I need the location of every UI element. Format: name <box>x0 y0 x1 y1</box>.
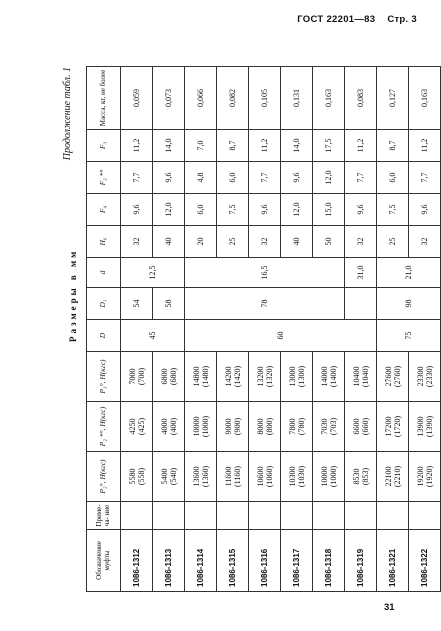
cell-note <box>409 502 441 530</box>
p3-kgf: (1420) <box>232 365 242 388</box>
p2star-kgf: (400) <box>168 417 178 436</box>
p3-value: 23300 <box>415 366 425 387</box>
cell-note <box>217 502 249 530</box>
cell-model: 1086-1318 <box>313 530 345 592</box>
page-label: Стр. 3 <box>387 14 417 25</box>
cell-f3: 11,2 <box>249 130 281 162</box>
cell-note <box>313 502 345 530</box>
p3-kgf: (1400) <box>328 365 338 388</box>
cell-model: 1086-1315 <box>217 530 249 592</box>
p3-kgf: (680) <box>168 367 178 386</box>
cell-h6: 32 <box>249 226 281 258</box>
cell-note <box>121 502 153 530</box>
cell-p3 <box>121 352 153 402</box>
cell-f4: 9,6 <box>249 194 281 226</box>
p2star-kgf: (780) <box>296 417 306 436</box>
cell-h6: 25 <box>217 226 249 258</box>
cell-p3 <box>313 352 345 402</box>
cell-f2star: 6,0 <box>377 162 409 194</box>
cell-f3: 8,7 <box>377 130 409 162</box>
table-row <box>185 67 217 592</box>
col-model: Обозначение муфты <box>87 530 121 592</box>
p2-kgf: (2210) <box>392 465 402 488</box>
p2-value: 10600 <box>255 466 265 487</box>
p2star-kgf: (800) <box>264 417 274 436</box>
cell-f4: 9,6 <box>409 194 441 226</box>
cell-p3 <box>153 352 185 402</box>
continuation-label: Продолжение табл. 1 <box>62 67 73 161</box>
page-number: 31 <box>384 602 395 613</box>
cell-p2star <box>377 402 409 452</box>
cell-p2 <box>185 452 217 502</box>
table-row <box>121 67 153 592</box>
cell-f2star: 4,8 <box>185 162 217 194</box>
p2-value: 11600 <box>223 466 233 487</box>
cell-d1: 58 <box>153 288 185 320</box>
cell-f4: 9,6 <box>345 194 377 226</box>
cell-f3: 7,0 <box>185 130 217 162</box>
cell-f4: 7,5 <box>217 194 249 226</box>
cell-f3: 11,2 <box>409 130 441 162</box>
cell-p2star <box>249 402 281 452</box>
cell-model: 1086-1322 <box>409 530 441 592</box>
cell-p2star <box>281 402 313 452</box>
cell-d1 <box>345 288 377 320</box>
p2-kgf: (1000) <box>328 465 338 488</box>
col-d: d <box>87 258 121 288</box>
cell-model: 1086-1316 <box>249 530 281 592</box>
col-D1: D₁ <box>87 288 121 320</box>
cell-mass: 0,066 <box>185 67 217 130</box>
p2-kgf: (540) <box>168 467 178 486</box>
cell-f4: 7,5 <box>377 194 409 226</box>
col-H6: H₆ <box>87 226 121 258</box>
p2star-kgf: (1000) <box>200 415 210 438</box>
cell-mass: 0,127 <box>377 67 409 130</box>
cell-model: 1086-1321 <box>377 530 409 592</box>
cell-p2 <box>281 452 313 502</box>
p3-kgf: (1300) <box>296 365 306 388</box>
cell-p3 <box>345 352 377 402</box>
p2star-value: 13900 <box>415 416 425 437</box>
cell-f3: 17,5 <box>313 130 345 162</box>
p2star-kgf: (660) <box>360 417 370 436</box>
p2-value: 10000 <box>319 466 329 487</box>
cell-note <box>153 502 185 530</box>
cell-f4: 12,0 <box>281 194 313 226</box>
cell-d: 31,0 <box>345 258 377 288</box>
p2star-kgf: (425) <box>136 417 146 436</box>
p2-value: 13600 <box>191 466 201 487</box>
cell-note <box>345 502 377 530</box>
cell-d: 45 <box>121 320 185 352</box>
cell-d: 16,5 <box>185 258 345 288</box>
p3-kgf: (2760) <box>392 365 402 388</box>
cell-p2star <box>153 402 185 452</box>
p2-value: 8530 <box>351 468 361 485</box>
p2-value: 22100 <box>383 466 393 487</box>
cell-p2 <box>249 452 281 502</box>
cell-d: 21,0 <box>377 258 441 288</box>
col-F4: F₄ <box>87 194 121 226</box>
p2star-value: 7800 <box>287 418 297 435</box>
cell-p2 <box>345 452 377 502</box>
p2-kgf: (1030) <box>296 465 306 488</box>
cell-p3 <box>249 352 281 402</box>
cell-d: 75 <box>377 320 441 352</box>
cell-d1: 54 <box>121 288 153 320</box>
cell-f2star: 6,0 <box>217 162 249 194</box>
cell-d1: 78 <box>185 288 345 320</box>
p2star-kgf: (703) <box>328 417 338 436</box>
cell-p3 <box>185 352 217 402</box>
cell-p2 <box>409 452 441 502</box>
cell-model: 1086-1319 <box>345 530 377 592</box>
cell-p2 <box>121 452 153 502</box>
p2-value: 5580 <box>127 468 137 485</box>
cell-f3: 11,2 <box>121 130 153 162</box>
page-header <box>288 14 417 25</box>
cell-f3: 11,2 <box>345 130 377 162</box>
cell-p3 <box>377 352 409 402</box>
cell-mass: 0,131 <box>281 67 313 130</box>
p3-value: 6800 <box>159 368 169 385</box>
p3-value: 10400 <box>351 366 361 387</box>
p2-kgf: (1060) <box>264 465 274 488</box>
cell-p2 <box>377 452 409 502</box>
p2star-value: 8000 <box>255 418 265 435</box>
cell-p2star <box>409 402 441 452</box>
table-title-row <box>58 67 84 592</box>
p2star-value: 10000 <box>191 416 201 437</box>
p3-value: 13000 <box>287 366 297 387</box>
p3-kgf: (1040) <box>360 365 370 388</box>
cell-p2star <box>217 402 249 452</box>
cell-model: 1086-1313 <box>153 530 185 592</box>
p3-value: 7000 <box>127 368 137 385</box>
table-header-row <box>87 67 121 592</box>
p2-value: 5400 <box>159 468 169 485</box>
cell-p2star <box>121 402 153 452</box>
col-F2star: F₂ *° <box>87 162 121 194</box>
cell-f2star: 7,7 <box>249 162 281 194</box>
col-F3: F₃ <box>87 130 121 162</box>
cell-p3 <box>281 352 313 402</box>
cell-h6: 40 <box>281 226 313 258</box>
p2-kgf: (1360) <box>200 465 210 488</box>
p2star-value: 9000 <box>223 418 233 435</box>
cell-f2star: 7,7 <box>121 162 153 194</box>
cell-p2star <box>345 402 377 452</box>
p3-kgf: (2330) <box>424 365 434 388</box>
cell-h6: 32 <box>409 226 441 258</box>
p2-value: 10300 <box>287 466 297 487</box>
cell-p2star <box>313 402 345 452</box>
cell-p2star <box>185 402 217 452</box>
cell-f3: 14,0 <box>281 130 313 162</box>
cell-f4: 6,0 <box>185 194 217 226</box>
p2-kgf: (1920) <box>424 465 434 488</box>
cell-f2star: 9,6 <box>153 162 185 194</box>
cell-f2star: 7,7 <box>345 162 377 194</box>
p3-value: 14800 <box>191 366 201 387</box>
cell-h6: 32 <box>121 226 153 258</box>
col-p2: P₂°, Н(кгс) <box>87 452 121 502</box>
p2-kgf: (558) <box>136 467 146 486</box>
p2star-value: 4000 <box>159 418 169 435</box>
cell-mass: 0,059 <box>121 67 153 130</box>
p3-value: 27600 <box>383 366 393 387</box>
cell-p2 <box>313 452 345 502</box>
cell-h6: 32 <box>345 226 377 258</box>
cell-model: 1086-1314 <box>185 530 217 592</box>
cell-h6: 40 <box>153 226 185 258</box>
col-mass: Масса, кг, не более <box>87 67 121 130</box>
p2-kgf: (1160) <box>232 465 242 488</box>
cell-d: 60 <box>185 320 377 352</box>
cell-note <box>281 502 313 530</box>
p3-value: 14000 <box>319 366 329 387</box>
p2star-kgf: (1390) <box>424 415 434 438</box>
cell-note <box>377 502 409 530</box>
standard-number: ГОСТ 22201—83 <box>297 14 376 25</box>
cell-note <box>249 502 281 530</box>
cell-h6: 20 <box>185 226 217 258</box>
p3-value: 13200 <box>255 366 265 387</box>
p2star-value: 6600 <box>351 418 361 435</box>
cell-f2star: 12,0 <box>313 162 345 194</box>
cell-p3 <box>409 352 441 402</box>
p2star-value: 4250 <box>127 418 137 435</box>
cell-d1: 98 <box>377 288 441 320</box>
p2-kgf: (853) <box>360 467 370 486</box>
cell-mass: 0,082 <box>217 67 249 130</box>
rotated-table-area <box>58 67 434 592</box>
cell-p2 <box>153 452 185 502</box>
p2star-kgf: (900) <box>232 417 242 436</box>
col-p3: P₃°, Н(кгс) <box>87 352 121 402</box>
p2star-value: 17200 <box>383 416 393 437</box>
cell-h6: 25 <box>377 226 409 258</box>
p3-kgf: (1480) <box>200 365 210 388</box>
p2star-kgf: (1720) <box>392 415 402 438</box>
p2star-value: 7030 <box>319 418 329 435</box>
cell-mass: 0,105 <box>249 67 281 130</box>
cell-mass: 0,073 <box>153 67 185 130</box>
p2-value: 19200 <box>415 466 425 487</box>
col-p2star: P₂ *°, Н(кгс) <box>87 402 121 452</box>
cell-model: 1086-1317 <box>281 530 313 592</box>
dimensions-table <box>86 66 441 592</box>
cell-f4: 9,6 <box>121 194 153 226</box>
section-title: Размеры в мм <box>68 248 78 342</box>
cell-mass: 0,083 <box>345 67 377 130</box>
cell-f3: 8,7 <box>217 130 249 162</box>
col-note: Приме- ча- ние <box>87 502 121 530</box>
cell-d: 12,5 <box>121 258 185 288</box>
cell-mass: 0,163 <box>313 67 345 130</box>
cell-mass: 0,163 <box>409 67 441 130</box>
cell-note <box>185 502 217 530</box>
cell-f4: 15,0 <box>313 194 345 226</box>
table-row <box>377 67 409 592</box>
cell-p3 <box>217 352 249 402</box>
p3-value: 14200 <box>223 366 233 387</box>
cell-f3: 14,0 <box>153 130 185 162</box>
cell-p2 <box>217 452 249 502</box>
cell-model: 1086-1312 <box>121 530 153 592</box>
col-D: D <box>87 320 121 352</box>
cell-f2star: 9,6 <box>281 162 313 194</box>
p3-kgf: (1320) <box>264 365 274 388</box>
cell-h6: 50 <box>313 226 345 258</box>
cell-f2star: 7,7 <box>409 162 441 194</box>
p3-kgf: (700) <box>136 367 146 386</box>
cell-f4: 12,0 <box>153 194 185 226</box>
